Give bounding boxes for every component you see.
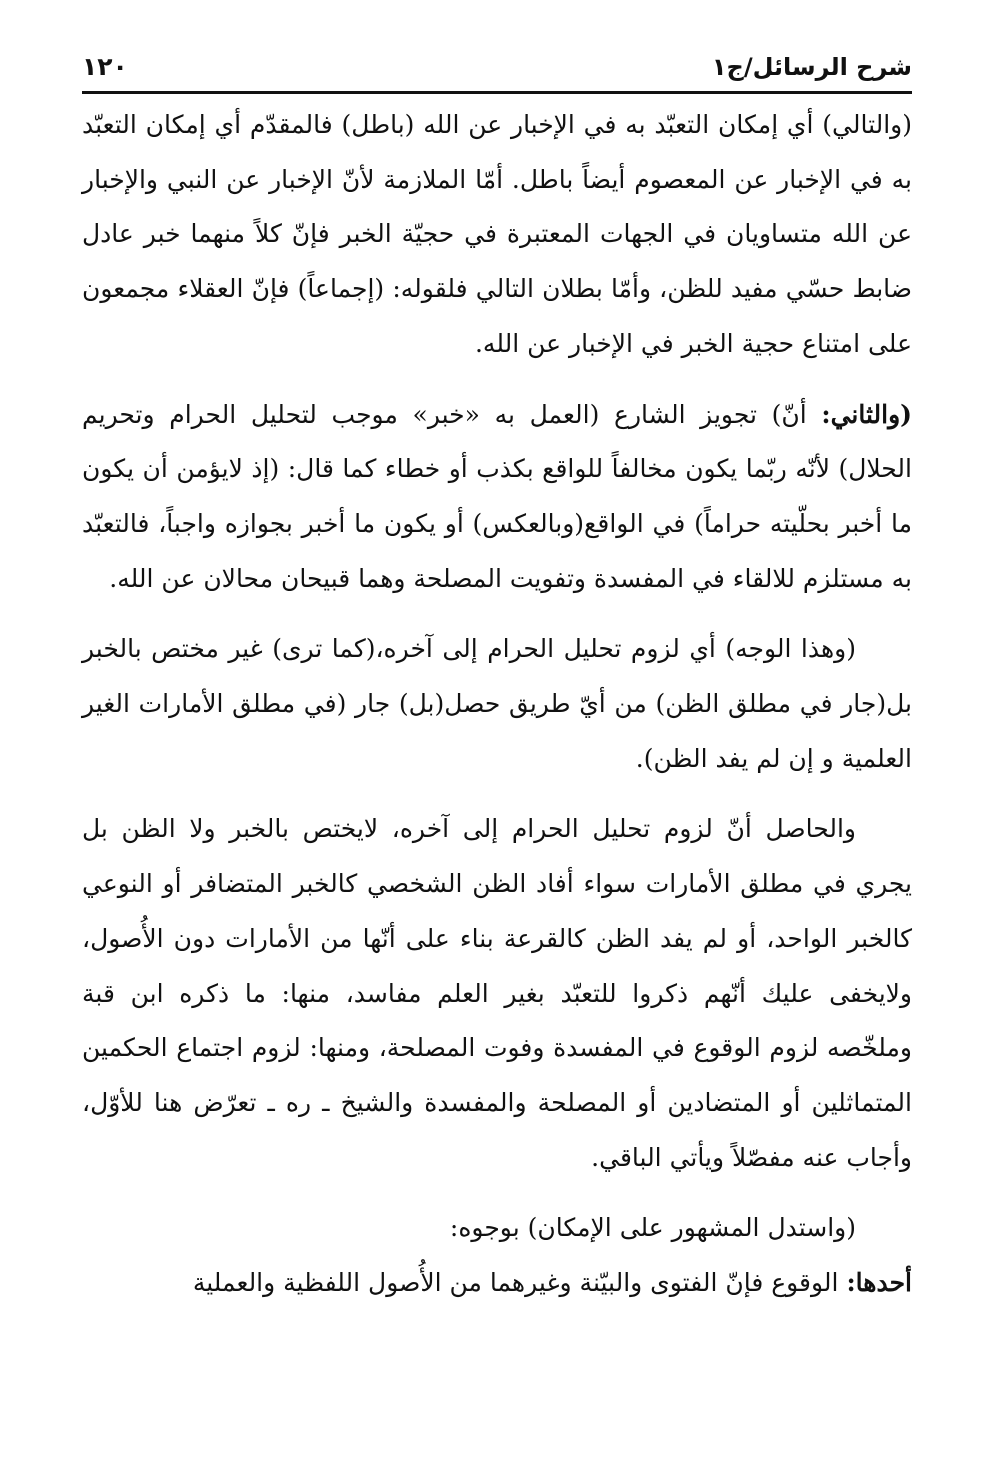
paragraph-text: الوقوع فإنّ الفتوى والبيّنة وغيرهما من الأُصول اللفظية والعملية: [192, 1268, 847, 1298]
running-title: شرح الرسائل/ج١: [711, 52, 912, 81]
paragraph-text: أنّ) تجويز الشارع (العمل به «خبر» موجب لتحليل الحرام وتحريم الحلال) لأنّه ربّما يكون مخالفاً للواقع بكذب أو خطاء كما قال: (إذ لايؤمن أن يكون ما أخبر بحلّيته حراماً) في الواقع(وبالعكس) أو يكون ما أخبر بجوازه واجباً، فالتعبّد به مستلزم للالقاء في المفسدة وتفويت المصلحة وهما قبيحان محالان عن الله.: [82, 399, 912, 593]
paragraph-3: [82, 622, 912, 786]
main-text: [82, 98, 912, 1311]
paragraph-5: [82, 1201, 912, 1256]
paragraph-text: (وهذا الوجه) أي لزوم تحليل الحرام إلى آخره،(كما ترى) غير مختص بالخبر بل(جار في مطلق الظن) من أيّ طريق حصل(بل) جار (في مطلق الأمارات الغير العلمية و إن لم يفد الظن).: [82, 634, 912, 773]
paragraph-2: [82, 388, 912, 607]
paragraph-text: (واستدل المشهور على الإمكان) بوجوه:: [449, 1213, 856, 1243]
page-number: ١٢٠: [82, 52, 128, 81]
paragraph-4: [82, 802, 912, 1185]
paragraph-lead: أحدها:: [846, 1268, 912, 1298]
paragraph-1: [82, 98, 912, 372]
paragraph-lead: (والثاني:: [821, 399, 912, 429]
paragraph-text: (والتالي) أي إمكان التعبّد به في الإخبار عن الله (باطل) فالمقدّم أي إمكان التعبّد به في الإخبار عن المعصوم أيضاً باطل. أمّا الملازمة لأنّ الإخبار عن النبي والإخبار عن الله متساويان في الجهات المعتبرة في حجيّة الخبر فإنّ كلاً منهما خبر عادل ضابط حسّي مفيد للظن، وأمّا بطلان التالي فلقوله: (إجماعاً) فإنّ العقلاء مجمعون على امتناع حجية الخبر في الإخبار عن الله.: [82, 110, 912, 358]
paragraph-text: والحاصل أنّ لزوم تحليل الحرام إلى آخره، لايختص بالخبر ولا الظن بل يجري في مطلق الأمارات سواء أفاد الظن الشخصي كالخبر المتضافر أو النوعي كالخبر الواحد، أو لم يفد الظن كالقرعة بناء على أنّها من الأمارات دون الأُصول، ولايخفى عليك أنّهم ذكروا للتعبّد بغير العلم مفاسد، منها: ما ذكره ابن قبة وملخّصه لزوم الوقوع في المفسدة وفوت المصلحة، ومنها: لزوم اجتماع الحكمين المتماثلين أو المتضادين أو المصلحة والمفسدة والشيخ ـ ره ـ تعرّض هنا للأوّل، وأجاب عنه مفصّلاً ويأتي الباقي.: [82, 814, 912, 1172]
paragraph-6: [82, 1256, 912, 1311]
page-header: [82, 42, 912, 94]
